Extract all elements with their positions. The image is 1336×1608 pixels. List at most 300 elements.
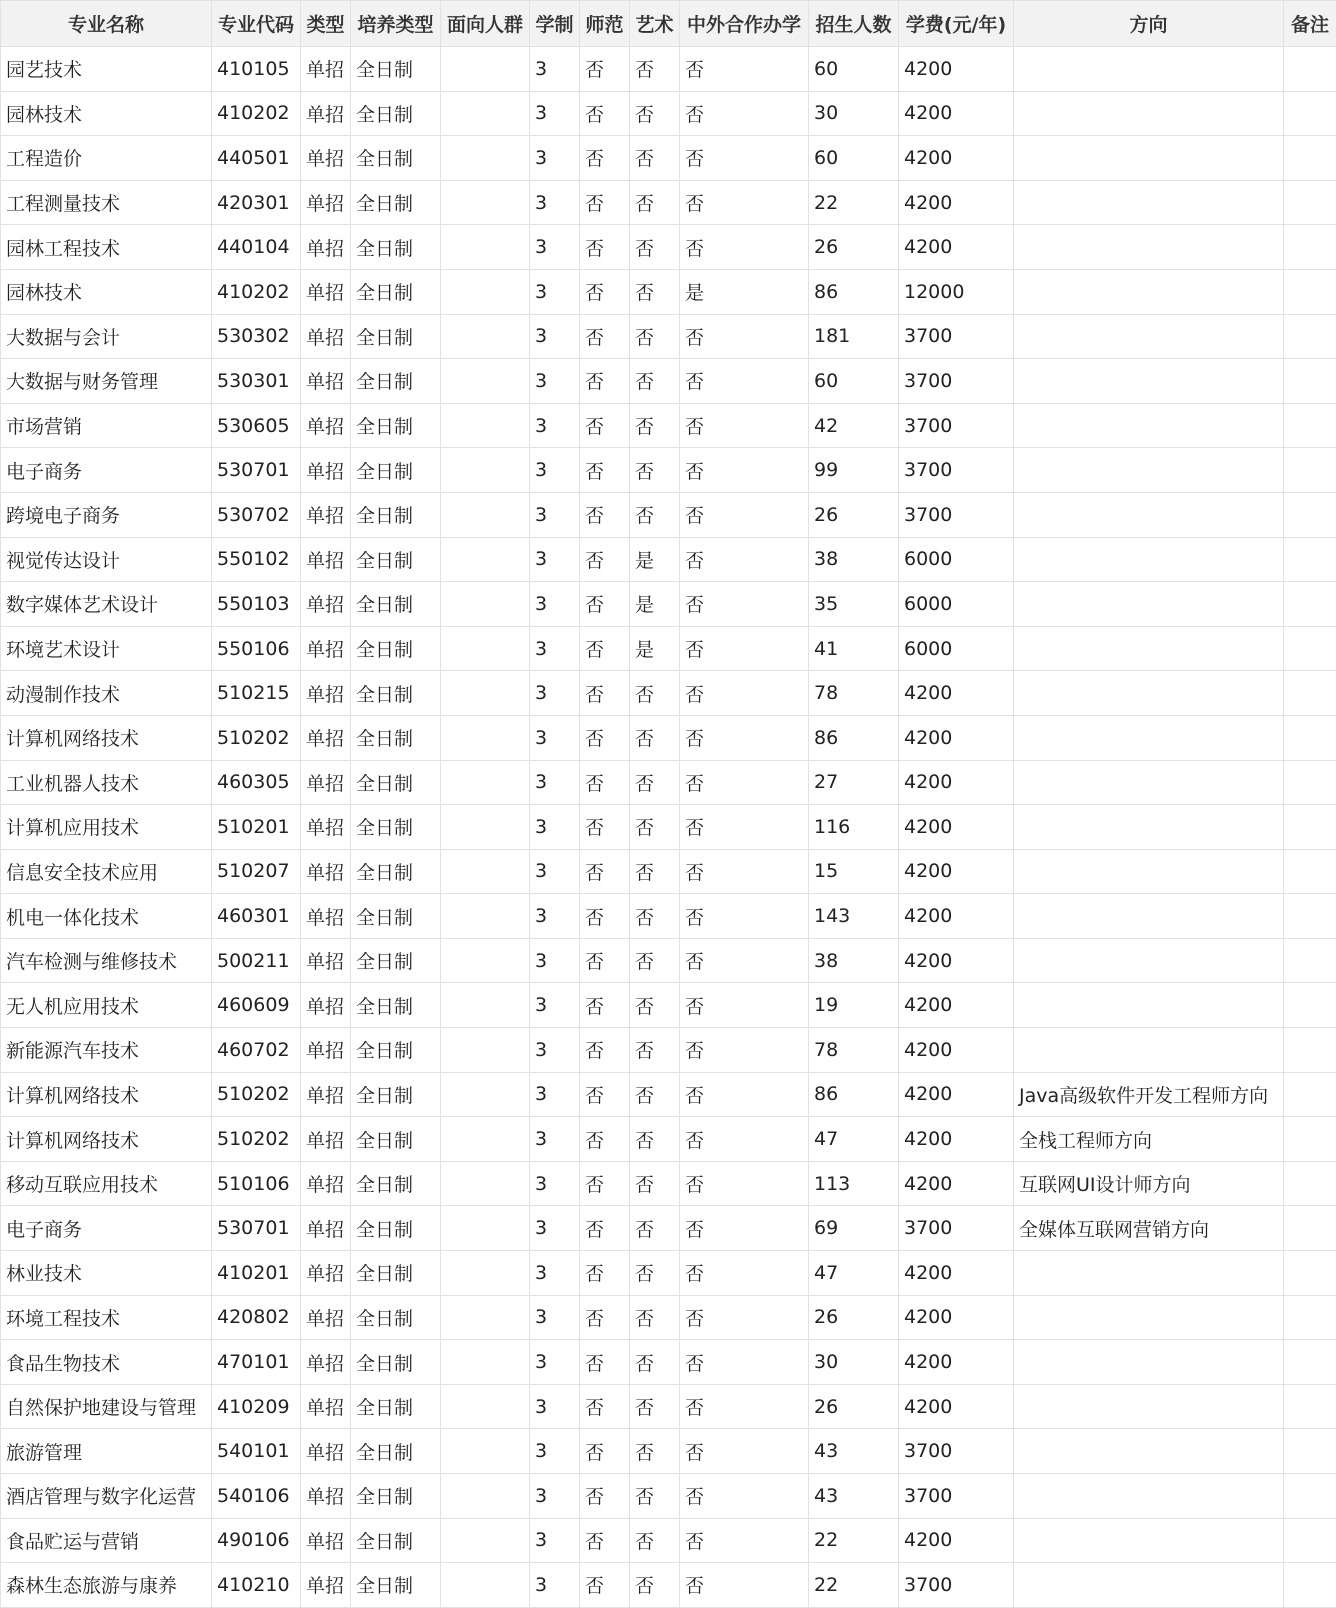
cell-art: 否 xyxy=(630,314,680,359)
cell-tuition: 4200 xyxy=(899,938,1014,983)
cell-major-name: 食品生物技术 xyxy=(1,1340,212,1385)
cell-sino-foreign: 否 xyxy=(680,1384,809,1429)
cell-enrollment: 78 xyxy=(809,671,899,716)
cell-tuition: 6000 xyxy=(899,537,1014,582)
cell-normal-school: 否 xyxy=(580,1117,630,1162)
cell-tuition: 4200 xyxy=(899,715,1014,760)
cell-art: 否 xyxy=(630,47,680,92)
cell-major-code: 460702 xyxy=(212,1028,301,1073)
cell-enrollment: 43 xyxy=(809,1429,899,1474)
cell-art: 是 xyxy=(630,537,680,582)
cell-enrollment: 47 xyxy=(809,1117,899,1162)
cell-training-type: 全日制 xyxy=(351,492,441,537)
cell-enrollment: 47 xyxy=(809,1251,899,1296)
cell-normal-school: 否 xyxy=(580,448,630,493)
cell-training-type: 全日制 xyxy=(351,136,441,181)
cell-duration: 3 xyxy=(530,1384,580,1429)
cell-art: 否 xyxy=(630,136,680,181)
cell-enrollment: 15 xyxy=(809,849,899,894)
cell-enrollment: 19 xyxy=(809,983,899,1028)
cell-direction xyxy=(1014,938,1284,983)
cell-training-type: 全日制 xyxy=(351,91,441,136)
cell-target-group xyxy=(441,1384,530,1429)
cell-art: 否 xyxy=(630,403,680,448)
cell-major-name: 酒店管理与数字化运营 xyxy=(1,1474,212,1519)
cell-training-type: 全日制 xyxy=(351,269,441,314)
cell-direction xyxy=(1014,1028,1284,1073)
cell-target-group xyxy=(441,47,530,92)
cell-training-type: 全日制 xyxy=(351,626,441,671)
cell-normal-school: 否 xyxy=(580,1072,630,1117)
cell-normal-school: 否 xyxy=(580,671,630,716)
cell-normal-school: 否 xyxy=(580,1028,630,1073)
cell-training-type: 全日制 xyxy=(351,582,441,627)
cell-enrollment: 60 xyxy=(809,136,899,181)
cell-duration: 3 xyxy=(530,403,580,448)
cell-sino-foreign: 否 xyxy=(680,1563,809,1608)
col-header-remarks: 备注 xyxy=(1284,1,1336,47)
cell-duration: 3 xyxy=(530,136,580,181)
cell-remarks xyxy=(1284,671,1336,716)
cell-enrollment: 42 xyxy=(809,403,899,448)
cell-remarks xyxy=(1284,1251,1336,1296)
cell-normal-school: 否 xyxy=(580,225,630,270)
table-row xyxy=(1,1117,1336,1162)
cell-sino-foreign: 否 xyxy=(680,1429,809,1474)
col-header-enrollment: 招生人数 xyxy=(809,1,899,47)
cell-target-group xyxy=(441,1028,530,1073)
table-row xyxy=(1,1072,1336,1117)
cell-direction xyxy=(1014,91,1284,136)
cell-remarks xyxy=(1284,1295,1336,1340)
cell-remarks xyxy=(1284,1117,1336,1162)
cell-direction xyxy=(1014,849,1284,894)
cell-type: 单招 xyxy=(301,1340,351,1385)
cell-enrollment: 143 xyxy=(809,894,899,939)
cell-duration: 3 xyxy=(530,894,580,939)
cell-enrollment: 27 xyxy=(809,760,899,805)
cell-direction xyxy=(1014,537,1284,582)
col-header-art: 艺术 xyxy=(630,1,680,47)
table-row xyxy=(1,403,1336,448)
cell-remarks xyxy=(1284,1072,1336,1117)
cell-normal-school: 否 xyxy=(580,1161,630,1206)
cell-art: 否 xyxy=(630,1340,680,1385)
cell-major-code: 410105 xyxy=(212,47,301,92)
cell-direction xyxy=(1014,180,1284,225)
cell-major-code: 460305 xyxy=(212,760,301,805)
cell-duration: 3 xyxy=(530,91,580,136)
cell-training-type: 全日制 xyxy=(351,1563,441,1608)
cell-type: 单招 xyxy=(301,1518,351,1563)
cell-target-group xyxy=(441,894,530,939)
cell-art: 否 xyxy=(630,894,680,939)
cell-remarks xyxy=(1284,1384,1336,1429)
cell-direction: 互联网UI设计师方向 xyxy=(1014,1161,1284,1206)
cell-normal-school: 否 xyxy=(580,269,630,314)
cell-tuition: 4200 xyxy=(899,849,1014,894)
cell-normal-school: 否 xyxy=(580,91,630,136)
cell-tuition: 3700 xyxy=(899,1429,1014,1474)
cell-training-type: 全日制 xyxy=(351,180,441,225)
cell-remarks xyxy=(1284,492,1336,537)
cell-tuition: 3700 xyxy=(899,314,1014,359)
cell-training-type: 全日制 xyxy=(351,1474,441,1519)
cell-art: 否 xyxy=(630,983,680,1028)
cell-training-type: 全日制 xyxy=(351,1429,441,1474)
cell-type: 单招 xyxy=(301,180,351,225)
cell-normal-school: 否 xyxy=(580,715,630,760)
cell-direction xyxy=(1014,1518,1284,1563)
cell-direction xyxy=(1014,269,1284,314)
cell-training-type: 全日制 xyxy=(351,983,441,1028)
cell-normal-school: 否 xyxy=(580,492,630,537)
cell-major-name: 大数据与财务管理 xyxy=(1,359,212,404)
cell-normal-school: 否 xyxy=(580,1429,630,1474)
cell-duration: 3 xyxy=(530,626,580,671)
cell-duration: 3 xyxy=(530,671,580,716)
cell-duration: 3 xyxy=(530,1340,580,1385)
cell-major-code: 410210 xyxy=(212,1563,301,1608)
cell-enrollment: 181 xyxy=(809,314,899,359)
cell-art: 否 xyxy=(630,225,680,270)
cell-enrollment: 78 xyxy=(809,1028,899,1073)
cell-sino-foreign: 否 xyxy=(680,849,809,894)
cell-major-code: 550102 xyxy=(212,537,301,582)
cell-training-type: 全日制 xyxy=(351,715,441,760)
cell-tuition: 4200 xyxy=(899,47,1014,92)
cell-major-code: 410202 xyxy=(212,91,301,136)
cell-training-type: 全日制 xyxy=(351,1161,441,1206)
cell-target-group xyxy=(441,715,530,760)
cell-enrollment: 41 xyxy=(809,626,899,671)
cell-training-type: 全日制 xyxy=(351,805,441,850)
cell-major-name: 市场营销 xyxy=(1,403,212,448)
cell-art: 否 xyxy=(630,492,680,537)
cell-direction xyxy=(1014,715,1284,760)
table-row xyxy=(1,1384,1336,1429)
cell-major-name: 大数据与会计 xyxy=(1,314,212,359)
col-header-tuition: 学费(元/年) xyxy=(899,1,1014,47)
cell-major-code: 510202 xyxy=(212,1072,301,1117)
cell-normal-school: 否 xyxy=(580,1384,630,1429)
cell-major-name: 跨境电子商务 xyxy=(1,492,212,537)
cell-duration: 3 xyxy=(530,269,580,314)
cell-type: 单招 xyxy=(301,91,351,136)
cell-major-code: 530701 xyxy=(212,448,301,493)
cell-direction xyxy=(1014,1295,1284,1340)
table-body xyxy=(1,47,1336,1608)
cell-training-type: 全日制 xyxy=(351,671,441,716)
cell-major-code: 510202 xyxy=(212,715,301,760)
table-row xyxy=(1,938,1336,983)
cell-major-name: 林业技术 xyxy=(1,1251,212,1296)
cell-sino-foreign: 否 xyxy=(680,47,809,92)
cell-type: 单招 xyxy=(301,894,351,939)
cell-sino-foreign: 否 xyxy=(680,225,809,270)
cell-type: 单招 xyxy=(301,582,351,627)
cell-direction: 全媒体互联网营销方向 xyxy=(1014,1206,1284,1251)
cell-target-group xyxy=(441,983,530,1028)
cell-direction xyxy=(1014,47,1284,92)
cell-major-code: 550103 xyxy=(212,582,301,627)
table-row xyxy=(1,180,1336,225)
cell-remarks xyxy=(1284,269,1336,314)
cell-duration: 3 xyxy=(530,715,580,760)
cell-remarks xyxy=(1284,448,1336,493)
cell-enrollment: 26 xyxy=(809,1295,899,1340)
cell-type: 单招 xyxy=(301,225,351,270)
cell-direction xyxy=(1014,805,1284,850)
cell-duration: 3 xyxy=(530,537,580,582)
cell-sino-foreign: 否 xyxy=(680,91,809,136)
cell-duration: 3 xyxy=(530,1072,580,1117)
cell-art: 否 xyxy=(630,1384,680,1429)
cell-major-code: 490106 xyxy=(212,1518,301,1563)
cell-sino-foreign: 否 xyxy=(680,938,809,983)
cell-major-code: 460609 xyxy=(212,983,301,1028)
cell-normal-school: 否 xyxy=(580,1563,630,1608)
cell-major-code: 530302 xyxy=(212,314,301,359)
cell-training-type: 全日制 xyxy=(351,1072,441,1117)
cell-art: 否 xyxy=(630,359,680,404)
cell-direction xyxy=(1014,403,1284,448)
cell-tuition: 4200 xyxy=(899,1251,1014,1296)
cell-major-name: 食品贮运与营销 xyxy=(1,1518,212,1563)
cell-type: 单招 xyxy=(301,537,351,582)
cell-training-type: 全日制 xyxy=(351,938,441,983)
cell-normal-school: 否 xyxy=(580,403,630,448)
cell-enrollment: 113 xyxy=(809,1161,899,1206)
cell-normal-school: 否 xyxy=(580,805,630,850)
cell-training-type: 全日制 xyxy=(351,1295,441,1340)
table-row xyxy=(1,983,1336,1028)
cell-major-code: 530701 xyxy=(212,1206,301,1251)
cell-tuition: 4200 xyxy=(899,894,1014,939)
cell-major-code: 540106 xyxy=(212,1474,301,1519)
cell-duration: 3 xyxy=(530,225,580,270)
cell-art: 否 xyxy=(630,849,680,894)
col-header-major-code: 专业代码 xyxy=(212,1,301,47)
cell-sino-foreign: 否 xyxy=(680,760,809,805)
table-row xyxy=(1,1563,1336,1608)
cell-target-group xyxy=(441,225,530,270)
cell-duration: 3 xyxy=(530,1117,580,1162)
cell-duration: 3 xyxy=(530,1028,580,1073)
cell-major-name: 环境工程技术 xyxy=(1,1295,212,1340)
cell-tuition: 3700 xyxy=(899,403,1014,448)
cell-art: 否 xyxy=(630,1251,680,1296)
cell-normal-school: 否 xyxy=(580,314,630,359)
cell-normal-school: 否 xyxy=(580,1340,630,1385)
cell-major-code: 510207 xyxy=(212,849,301,894)
cell-duration: 3 xyxy=(530,1295,580,1340)
cell-major-name: 计算机网络技术 xyxy=(1,1072,212,1117)
cell-training-type: 全日制 xyxy=(351,894,441,939)
cell-enrollment: 30 xyxy=(809,91,899,136)
cell-art: 否 xyxy=(630,180,680,225)
cell-enrollment: 38 xyxy=(809,938,899,983)
cell-target-group xyxy=(441,314,530,359)
cell-remarks xyxy=(1284,805,1336,850)
cell-remarks xyxy=(1284,1429,1336,1474)
cell-direction xyxy=(1014,359,1284,404)
table-row xyxy=(1,1474,1336,1519)
cell-art: 否 xyxy=(630,1117,680,1162)
col-header-training-type: 培养类型 xyxy=(351,1,441,47)
cell-major-code: 410202 xyxy=(212,269,301,314)
cell-direction xyxy=(1014,1474,1284,1519)
cell-direction: Java高级软件开发工程师方向 xyxy=(1014,1072,1284,1117)
cell-duration: 3 xyxy=(530,359,580,404)
cell-normal-school: 否 xyxy=(580,938,630,983)
cell-type: 单招 xyxy=(301,1429,351,1474)
cell-type: 单招 xyxy=(301,1161,351,1206)
cell-enrollment: 43 xyxy=(809,1474,899,1519)
cell-major-name: 计算机网络技术 xyxy=(1,715,212,760)
cell-art: 否 xyxy=(630,1161,680,1206)
table-row xyxy=(1,626,1336,671)
cell-major-name: 园艺技术 xyxy=(1,47,212,92)
cell-sino-foreign: 否 xyxy=(680,582,809,627)
cell-art: 否 xyxy=(630,805,680,850)
cell-type: 单招 xyxy=(301,1206,351,1251)
cell-sino-foreign: 否 xyxy=(680,1072,809,1117)
cell-type: 单招 xyxy=(301,136,351,181)
cell-remarks xyxy=(1284,403,1336,448)
cell-direction xyxy=(1014,1429,1284,1474)
cell-enrollment: 116 xyxy=(809,805,899,850)
cell-tuition: 4200 xyxy=(899,91,1014,136)
cell-target-group xyxy=(441,359,530,404)
cell-type: 单招 xyxy=(301,359,351,404)
cell-remarks xyxy=(1284,715,1336,760)
table-row xyxy=(1,849,1336,894)
cell-major-name: 旅游管理 xyxy=(1,1429,212,1474)
cell-enrollment: 26 xyxy=(809,1384,899,1429)
table-row xyxy=(1,1518,1336,1563)
cell-remarks xyxy=(1284,136,1336,181)
cell-major-code: 440501 xyxy=(212,136,301,181)
cell-remarks xyxy=(1284,938,1336,983)
cell-tuition: 4200 xyxy=(899,805,1014,850)
col-header-normal-school: 师范 xyxy=(580,1,630,47)
cell-training-type: 全日制 xyxy=(351,1384,441,1429)
cell-training-type: 全日制 xyxy=(351,47,441,92)
cell-tuition: 3700 xyxy=(899,1563,1014,1608)
cell-sino-foreign: 否 xyxy=(680,1161,809,1206)
table-row xyxy=(1,1295,1336,1340)
cell-art: 是 xyxy=(630,626,680,671)
cell-enrollment: 99 xyxy=(809,448,899,493)
cell-tuition: 4200 xyxy=(899,1384,1014,1429)
cell-tuition: 3700 xyxy=(899,1206,1014,1251)
cell-duration: 3 xyxy=(530,938,580,983)
cell-enrollment: 26 xyxy=(809,492,899,537)
cell-direction xyxy=(1014,760,1284,805)
cell-target-group xyxy=(441,448,530,493)
cell-major-name: 环境艺术设计 xyxy=(1,626,212,671)
cell-remarks xyxy=(1284,1563,1336,1608)
cell-type: 单招 xyxy=(301,983,351,1028)
cell-duration: 3 xyxy=(530,1251,580,1296)
cell-art: 否 xyxy=(630,91,680,136)
cell-target-group xyxy=(441,1295,530,1340)
col-header-sino-foreign: 中外合作办学 xyxy=(680,1,809,47)
cell-enrollment: 22 xyxy=(809,1563,899,1608)
cell-remarks xyxy=(1284,1518,1336,1563)
cell-major-code: 510215 xyxy=(212,671,301,716)
cell-remarks xyxy=(1284,849,1336,894)
cell-duration: 3 xyxy=(530,180,580,225)
cell-type: 单招 xyxy=(301,671,351,716)
cell-normal-school: 否 xyxy=(580,1474,630,1519)
cell-major-code: 540101 xyxy=(212,1429,301,1474)
cell-type: 单招 xyxy=(301,1563,351,1608)
cell-type: 单招 xyxy=(301,1028,351,1073)
cell-tuition: 4200 xyxy=(899,671,1014,716)
cell-target-group xyxy=(441,136,530,181)
table-row xyxy=(1,894,1336,939)
cell-art: 是 xyxy=(630,582,680,627)
cell-target-group xyxy=(441,1072,530,1117)
cell-type: 单招 xyxy=(301,269,351,314)
cell-sino-foreign: 否 xyxy=(680,805,809,850)
cell-major-name: 移动互联应用技术 xyxy=(1,1161,212,1206)
cell-target-group xyxy=(441,91,530,136)
cell-major-name: 数字媒体艺术设计 xyxy=(1,582,212,627)
cell-training-type: 全日制 xyxy=(351,1117,441,1162)
cell-remarks xyxy=(1284,626,1336,671)
cell-major-code: 500211 xyxy=(212,938,301,983)
cell-normal-school: 否 xyxy=(580,1518,630,1563)
cell-enrollment: 86 xyxy=(809,715,899,760)
cell-duration: 3 xyxy=(530,492,580,537)
cell-sino-foreign: 否 xyxy=(680,1028,809,1073)
cell-major-code: 470101 xyxy=(212,1340,301,1385)
cell-type: 单招 xyxy=(301,1474,351,1519)
cell-tuition: 12000 xyxy=(899,269,1014,314)
cell-direction xyxy=(1014,1563,1284,1608)
cell-target-group xyxy=(441,760,530,805)
cell-enrollment: 86 xyxy=(809,1072,899,1117)
cell-remarks xyxy=(1284,983,1336,1028)
cell-major-code: 460301 xyxy=(212,894,301,939)
cell-duration: 3 xyxy=(530,1429,580,1474)
cell-major-name: 自然保护地建设与管理 xyxy=(1,1384,212,1429)
cell-target-group xyxy=(441,582,530,627)
cell-training-type: 全日制 xyxy=(351,1028,441,1073)
cell-target-group xyxy=(441,492,530,537)
cell-tuition: 3700 xyxy=(899,492,1014,537)
cell-sino-foreign: 否 xyxy=(680,1206,809,1251)
cell-type: 单招 xyxy=(301,1251,351,1296)
cell-remarks xyxy=(1284,1206,1336,1251)
cell-direction xyxy=(1014,314,1284,359)
cell-art: 否 xyxy=(630,1028,680,1073)
cell-remarks xyxy=(1284,1028,1336,1073)
cell-sino-foreign: 否 xyxy=(680,359,809,404)
cell-tuition: 4200 xyxy=(899,1072,1014,1117)
cell-target-group xyxy=(441,1474,530,1519)
cell-major-code: 420802 xyxy=(212,1295,301,1340)
cell-tuition: 4200 xyxy=(899,180,1014,225)
cell-target-group xyxy=(441,805,530,850)
cell-target-group xyxy=(441,180,530,225)
cell-major-name: 视觉传达设计 xyxy=(1,537,212,582)
cell-sino-foreign: 否 xyxy=(680,1518,809,1563)
cell-duration: 3 xyxy=(530,314,580,359)
